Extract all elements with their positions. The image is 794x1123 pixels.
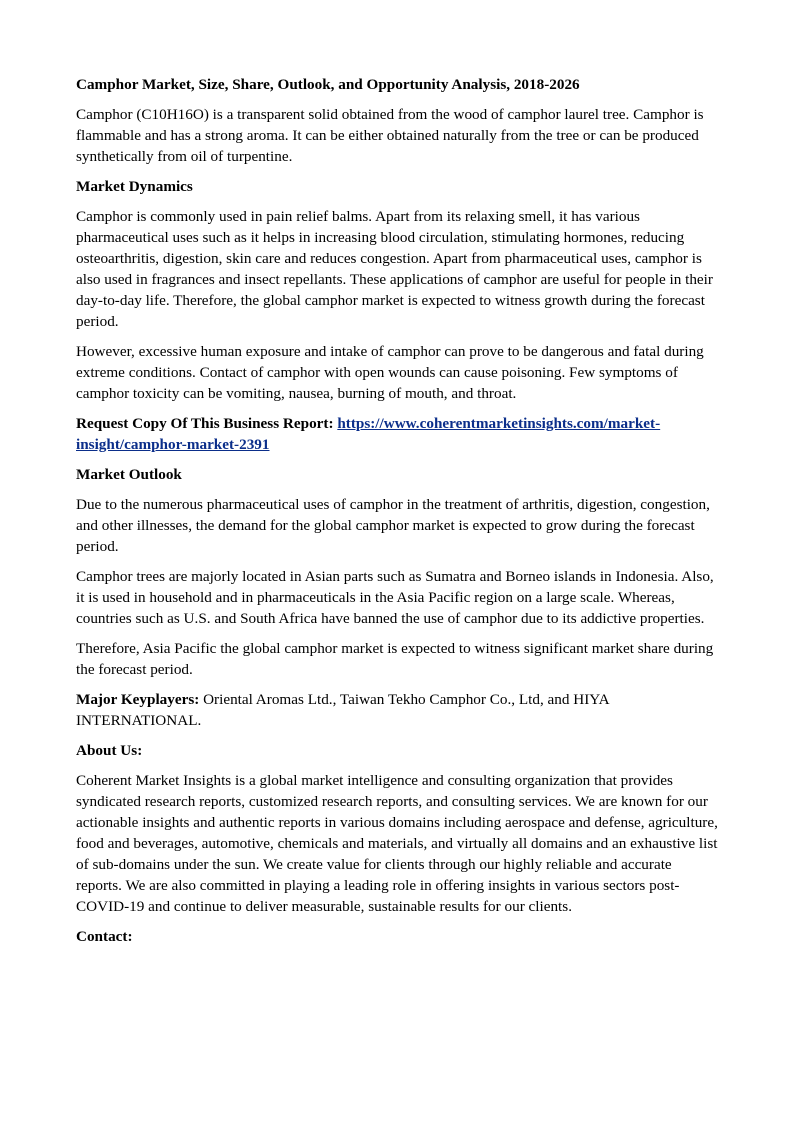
about-paragraph: Coherent Market Insights is a global market intelligence and consulting organization that provides syndicated research reports, customized research reports, and consulting services. We are known for our actionable insights and authentic reports in various domains including aerospace and defense, agriculture, food and beverages, automotive, chemicals and materials, and virtually all domains and an exhaustive list of sub-domains under the sun. We create value for clients through our highly reliable and accurate reports. We are also committed in playing a leading role in offering insights in various sectors post-COVID-19 and continue to deliver measurable, sustainable results for our clients. [76, 772, 718, 915]
request-copy-label: Request Copy Of This Business Report: [76, 415, 338, 432]
market-outlook-heading: Market Outlook [76, 466, 182, 483]
keyplayers-label: Major Keyplayers: [76, 691, 200, 708]
market-outlook-paragraph-3: Therefore, Asia Pacific the global camphor market is expected to witness significant market share during the forecast period. [76, 640, 714, 678]
about-heading: About Us: [76, 742, 143, 759]
keyplayers-text: Oriental Aromas Ltd., Taiwan Tekho Camphor Co., Ltd, and HIYA INTERNATIONAL. [76, 691, 609, 729]
request-copy-line [76, 413, 720, 455]
market-dynamics-heading: Market Dynamics [76, 178, 193, 195]
market-dynamics-paragraph-1: Camphor is commonly used in pain relief balms. Apart from its relaxing smell, it has various pharmaceutical uses such as it helps in increasing blood circulation, stimulating hormones, reducing osteoarthritis, digestion, skin care and reduces congestion. Apart from pharmaceutical uses, camphor is also used in fragrances and insect repellants. These applications of camphor are useful for people in their day-to-day life. Therefore, the global camphor market is expected to witness growth during the forecast period. [76, 208, 713, 330]
market-outlook-paragraph-2: Camphor trees are majorly located in Asian parts such as Sumatra and Borneo islands in Indonesia. Also, it is used in household and in pharmaceuticals in the Asia Pacific region on a large scale. Whereas, countries such as U.S. and South Africa have banned the use of camphor due to its addictive properties. [76, 568, 714, 627]
document-title: Camphor Market, Size, Share, Outlook, and Opportunity Analysis, 2018-2026 [76, 76, 580, 93]
report-link[interactable]: https://www.coherentmarketinsights.com/market-insight/camphor-market-2391 [76, 415, 661, 453]
market-outlook-paragraph-1: Due to the numerous pharmaceutical uses of camphor in the treatment of arthritis, digestion, congestion, and other illnesses, the demand for the global camphor market is expected to grow during the forecast period. [76, 496, 710, 555]
keyplayers-line [76, 689, 720, 731]
document-page [76, 74, 720, 956]
contact-heading: Contact: [76, 928, 133, 945]
intro-paragraph: Camphor (C10H16O) is a transparent solid obtained from the wood of camphor laurel tree. Camphor is flammable and has a strong aroma. It can be either obtained naturally from the tree or can be produced synthetically from oil of turpentine. [76, 106, 704, 165]
market-dynamics-paragraph-2: However, excessive human exposure and intake of camphor can prove to be dangerous and fatal during extreme conditions. Contact of camphor with open wounds can cause poisoning. Few symptoms of camphor toxicity can be vomiting, nausea, burning of mouth, and throat. [76, 343, 704, 402]
